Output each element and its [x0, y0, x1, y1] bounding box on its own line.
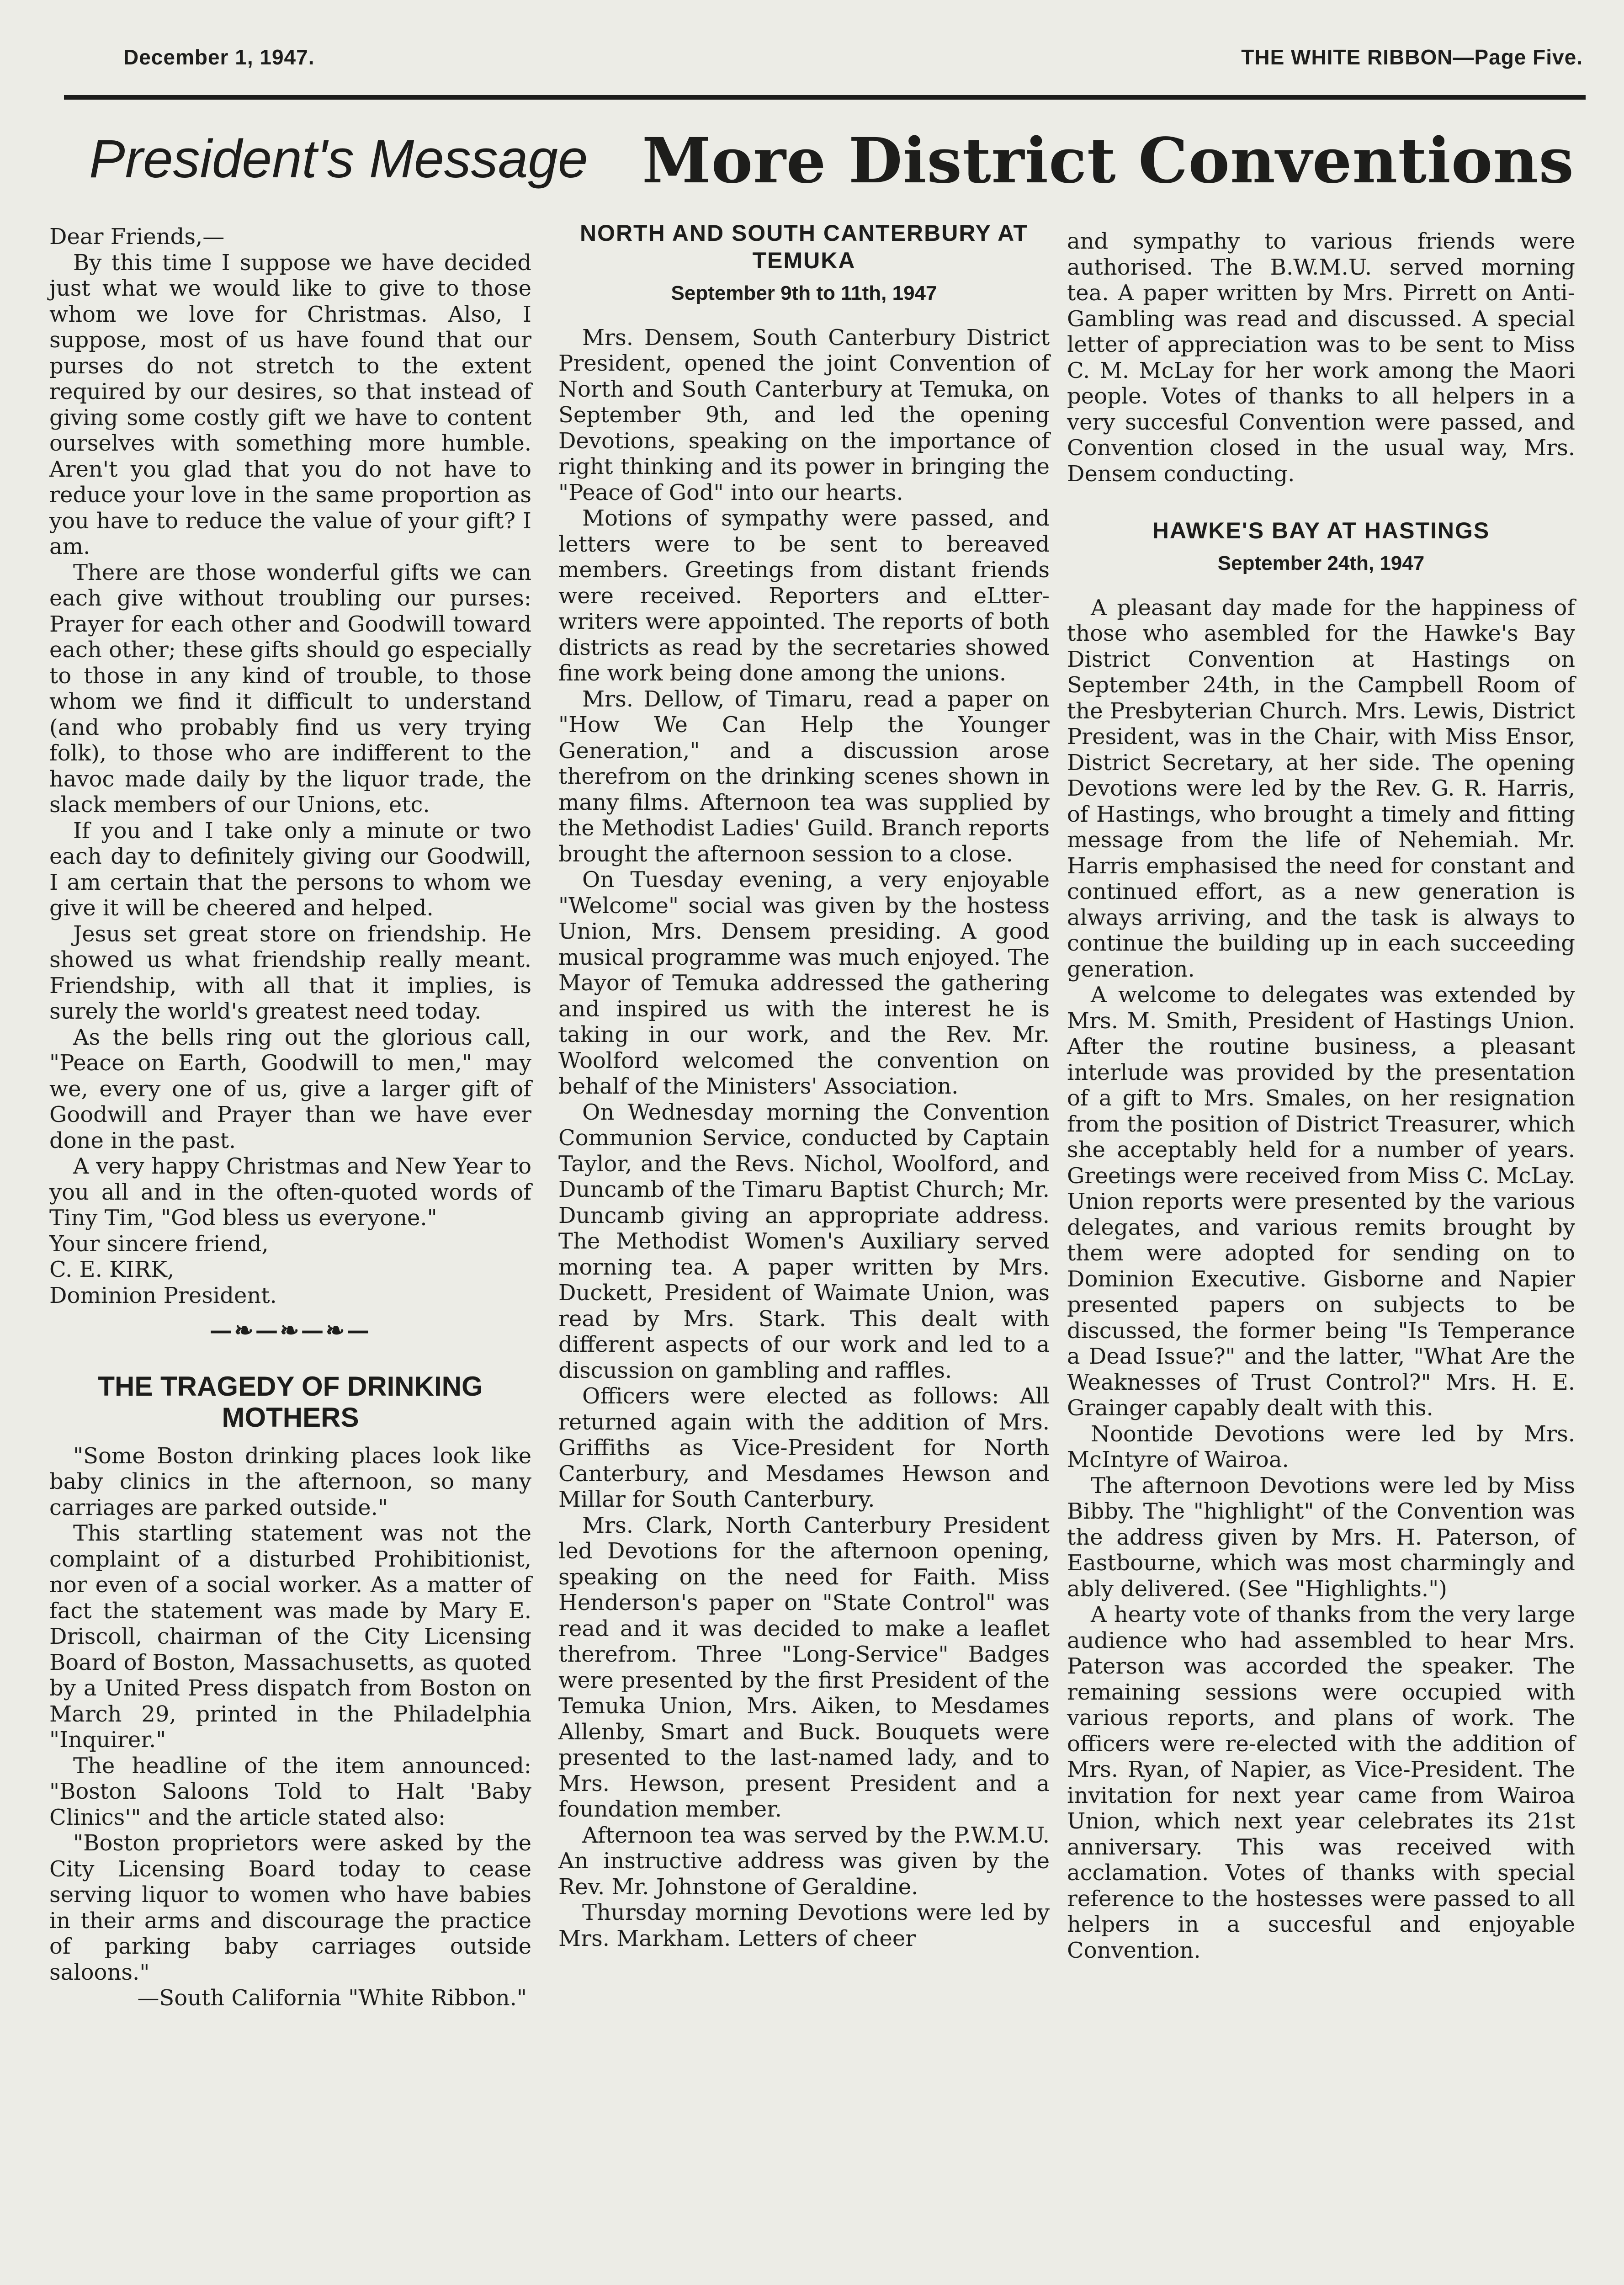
paragraph: A hearty vote of thanks from the very large audience who had assembled to hear Mrs. Paterson was accorded the speaker. The remaining sessions were occupied with various reports, and plans of work. The officers were re-elected with the addition of Mrs. Ryan, of Napier, as Vice-President. The invitation for next year came from Wairoa Union, which next year celebrates its 21st anniversary. This was received with acclamation. Votes of thanks with special reference to the hostesses were passed to all helpers in a succesful and enjoyable Convention.: [1067, 1602, 1575, 1963]
paragraph: A pleasant day made for the happiness of those who asembled for the Hawke's Bay District Convention at Hastings on September 24th, in the Campbell Room of the Presbyterian Church. Mrs. Lewis, District President, was in the Chair, with Miss Ensor, District Secretary, at her side. The opening Devotions were led by the Rev. G. R. Harris, of Hastings, who brought a timely and fitting message from the life of Nehemiah. Mr. Harris emphasised the need for constant and continued effort, as a new generation is always arriving, and the task is always to continue the building up in each succeeding generation.: [1067, 595, 1575, 982]
paragraph: On Wednesday morning the Convention Communion Service, conducted by Captain Taylor, and the Revs. Nichol, Woolford, and Duncamb of the Timaru Baptist Church; Mr. Duncamb giving an appropriate address. The Methodist Women's Auxiliary served morning tea. A paper written by Mrs. Duckett, President of Waimate Union, was read by Mrs. Stark. This dealt with different aspects of our work and led to a discussion on gambling and raffles.: [558, 1099, 1050, 1383]
paragraph: A welcome to delegates was extended by Mrs. M. Smith, President of Hastings Union. After the routine business, a pleasant interlude was provided by the presentation of a gift to Mrs. Smales, on her resignation from the position of District Treasurer, which she acceptably held for a number of years. Greetings were received from Miss C. McLay. Union reports were presented by the various delegates, and various remits brought by them were adopted for sending on to Dominion Executive. Gisborne and Napier presented papers on subjects to be discussed, the former being "Is Temperance a Dead Issue?" and the latter, "What Are the Weaknesses of Trust Control?" Mrs. H. E. Grainger capably dealt with this.: [1067, 982, 1575, 1421]
paragraph: Mrs. Densem, South Canterbury District President, opened the joint Convention of North and South Canterbury at Temuka, on September 9th, and led the opening Devotions, speaking on the importance of right thinking and its power in bringing the "Peace of God" into our hearts.: [558, 324, 1050, 505]
running-head: THE WHITE RIBBON—Page Five.: [1241, 45, 1583, 69]
paragraph: Thursday morning Devotions were led by Mrs. Markham. Letters of cheer: [558, 1900, 1050, 1951]
paragraph: There are those wonderful gifts we can each give without troubling our purses: Prayer for each other and Goodwill toward each other; these gifts should go especially to those in any kind of trouble, to those whom we find it difficult to understand (and who probably find us very trying folk), to those who are indifferent to the havoc made daily by the liquor trade, the slack members of our Unions, etc.: [49, 559, 531, 818]
header-rule: [64, 95, 1586, 100]
hawkes-bay-dates: September 24th, 1947: [1217, 552, 1425, 574]
canterbury-heading: NORTH AND SOUTH CANTERBURY AT TEMUKA: [579, 220, 1029, 273]
paragraph: Mrs. Dellow, of Timaru, read a paper on "How We Can Help the Younger Generation," and a discussion arose therefrom on the drinking scenes shown in many films. Afternoon tea was supplied by the Methodist Ladies' Guild. Branch reports brought the afternoon session to a close.: [558, 686, 1050, 867]
paragraph: Noontide Devotions were led by Mrs. McIntyre of Wairoa.: [1067, 1421, 1575, 1472]
conventions-title: More District Conventions: [642, 124, 1574, 197]
signature-title: Dominion President.: [49, 1282, 277, 1308]
president-message-title: President's Message: [89, 129, 588, 189]
paragraph: "Boston proprietors were asked by the City Licensing Board today to cease serving liquor to women who have babies in their arms and discourage the practice of parking baby carriages outside saloons.": [49, 1830, 531, 1985]
tragedy-heading: THE TRAGEDY OF DRINKING MOTHERS: [98, 1371, 483, 1433]
column-left: [49, 224, 531, 2011]
paragraph: The headline of the item announced: "Boston Saloons Told to Halt 'Baby Clinics'" and the article stated also:: [49, 1753, 531, 1830]
paragraph: If you and I take only a minute or two each day to definitely giving our Goodwill, I am certain that the persons to whom we give it will be cheered and helped.: [49, 818, 531, 921]
closing: Your sincere friend,: [49, 1231, 269, 1257]
paragraph: By this time I suppose we have decided just what we would like to give to those whom we love for Christmas. Also, I suppose, most of us have found that our purses do not stretch to the extent required by our desires, so that instead of giving some costly gift we have to content ourselves with something more humble. Aren't you glad that you do not have to reduce your love in the same proportion as you have to reduce the value of your gift? I am.: [49, 250, 531, 559]
column-middle: [558, 219, 1050, 1951]
hawkes-bay-heading: HAWKE'S BAY AT HASTINGS: [1152, 518, 1490, 543]
paragraph: This startling statement was not the complaint of a disturbed Prohibitionist, nor even of a social worker. As a matter of fact the statement was made by Mary E. Driscoll, chairman of the City Licensing Board of Boston, Massachusetts, as quoted by a United Press dispatch from Boston on March 29, printed in the Philadelphia "Inquirer.": [49, 1520, 531, 1753]
paragraph: "Some Boston drinking places look like baby clinics in the afternoon, so many carriages are parked outside.": [49, 1443, 531, 1520]
paragraph: Afternoon tea was served by the P.W.M.U. An instructive address was given by the Rev. Mr. Johnstone of Geraldine.: [558, 1822, 1050, 1900]
salutation: Dear Friends,—: [49, 224, 225, 250]
source-credit: —South California "White Ribbon.": [137, 1985, 527, 2011]
paragraph-continued: and sympathy to various friends were authorised. The B.W.M.U. served morning tea. A paper written by Mrs. Pirrett on Anti-Gambling was read and discussed. A special letter of appreciation was to be sent to Miss C. M. McLay for her work among the Maori people. Votes of thanks to all helpers in a very succesful Convention were passed, and Convention closed in the usual way, Mrs. Densem conducting.: [1067, 228, 1575, 487]
column-right: [1067, 228, 1575, 1963]
paragraph: Mrs. Clark, North Canterbury President led Devotions for the afternoon opening, speaking on the need for Faith. Miss Henderson's paper on "State Control" was read and it was decided to make a leaflet therefrom. Three "Long-Service" Badges were presented by the first President of the Temuka Union, Mrs. Aiken, to Mesdames Allenby, Smart and Buck. Bouquets were presented to the last-named lady, and to Mrs. Hewson, present President and a foundation member.: [558, 1512, 1050, 1822]
paragraph: Motions of sympathy were passed, and letters were to be sent to bereaved members. Greetings from distant friends were received. Reporters and eLtter-writers were appointed. The reports of both districts as read by the secretaries showed fine work being done among the unions.: [558, 505, 1050, 686]
paragraph: The afternoon Devotions were led by Miss Bibby. The "highlight" of the Convention was the address given by Mrs. H. Paterson, of Eastbourne, which was most charmingly and ably delivered. (See "Highlights."): [1067, 1472, 1575, 1602]
ornament-divider: —❧—❧—❧—: [209, 1317, 372, 1344]
signature-name: C. E. KIRK,: [49, 1257, 175, 1282]
paragraph: Jesus set great store on friendship. He showed us what friendship really meant. Friendship, with all that it implies, is surely the world's greatest need today.: [49, 921, 531, 1024]
paragraph: On Tuesday evening, a very enjoyable "Welcome" social was given by the hostess Union, Mrs. Densem presiding. A good musical programme was much enjoyed. The Mayor of Temuka addressed the gathering and inspired us with the interest he is taking in our work, and the Rev. Mr. Woolford welcomed the convention on behalf of the Ministers' Association.: [558, 867, 1050, 1099]
issue-date: December 1, 1947.: [123, 45, 315, 69]
paragraph: A very happy Christmas and New Year to you all and in the often-quoted words of Tiny Tim, "God bless us everyone.": [49, 1153, 531, 1231]
paragraph: As the bells ring out the glorious call, "Peace on Earth, Goodwill to men," may we, every one of us, give a larger gift of Goodwill and Prayer than we have ever done in the past.: [49, 1024, 531, 1153]
canterbury-dates: September 9th to 11th, 1947: [671, 282, 937, 304]
paragraph: Officers were elected as follows: All returned again with the addition of Mrs. Griffiths as Vice-President for North Canterbury, and Mesdames Hewson and Millar for South Canterbury.: [558, 1383, 1050, 1512]
